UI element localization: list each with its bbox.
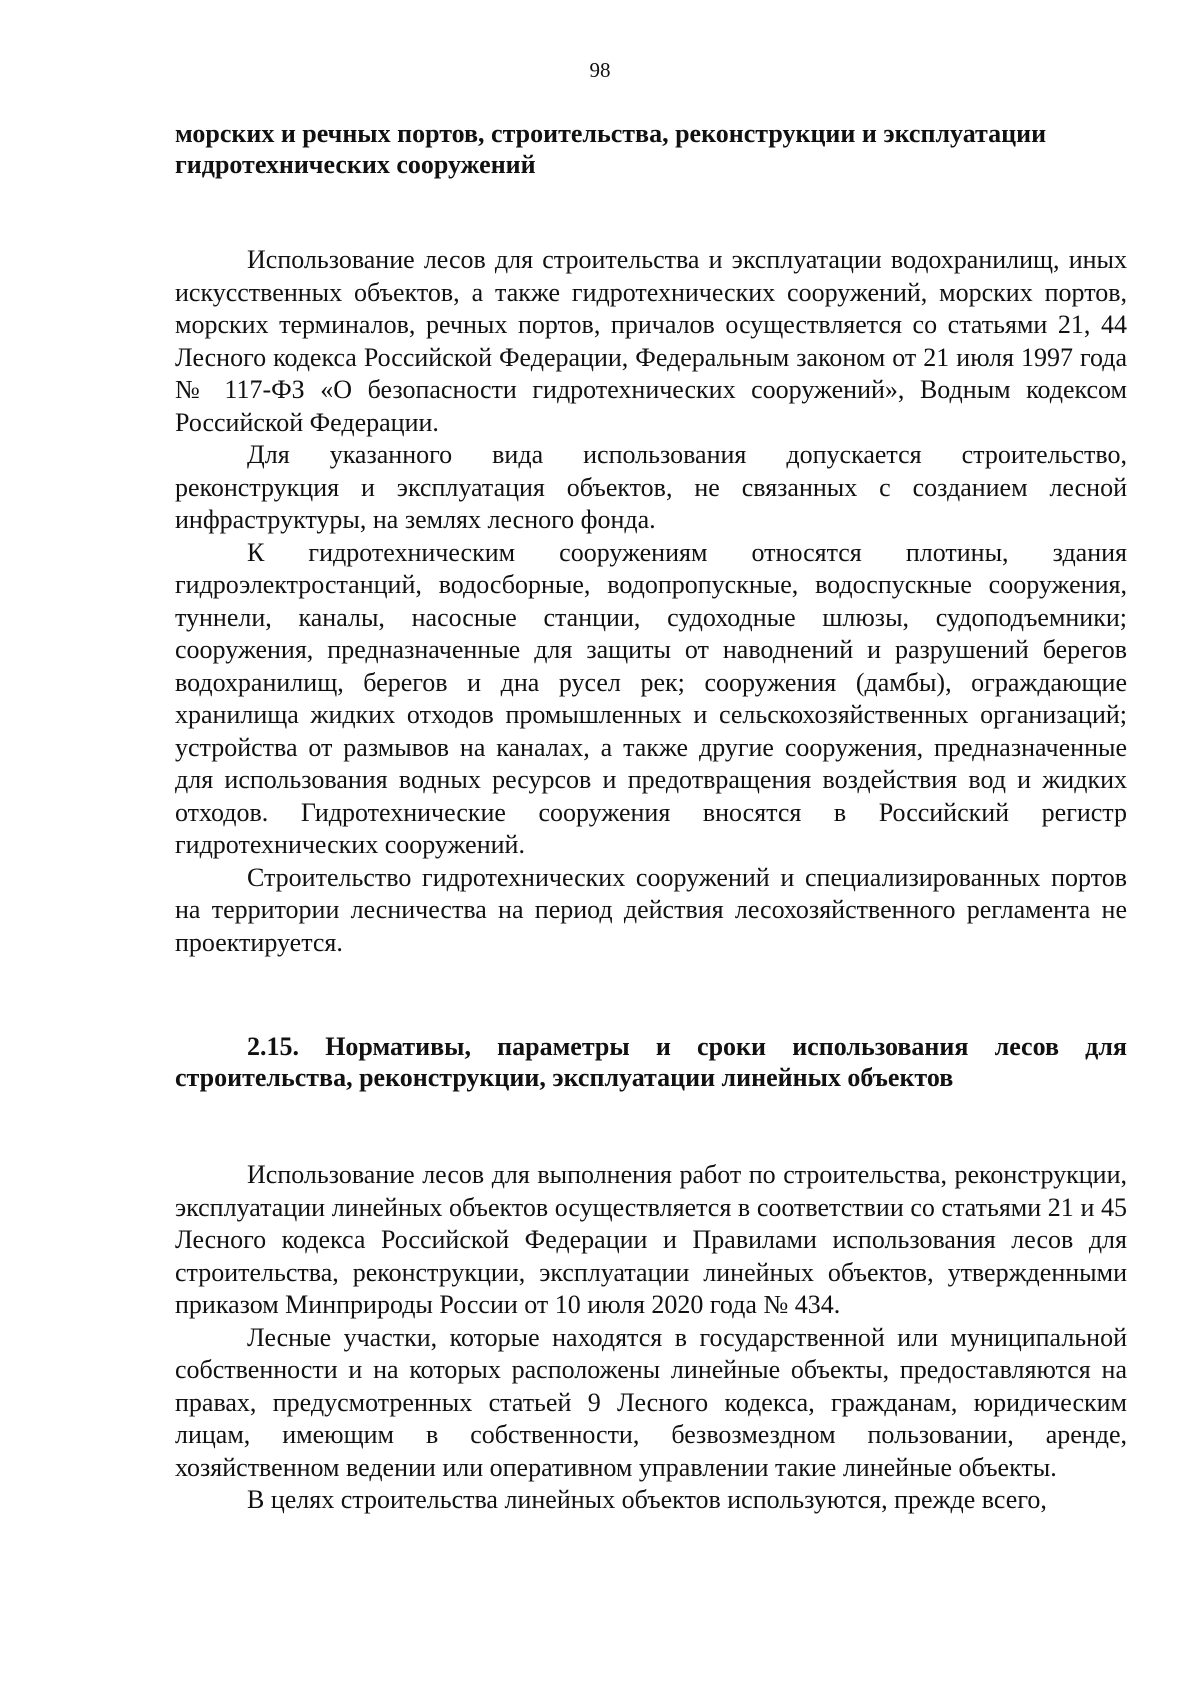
paragraph: В целях строительства линейных объектов используются, прежде всего,	[247, 1485, 1047, 1514]
paragraph: Использование лесов для строительства и эксплуатации водохранилищ, иных искусственных объектов, а также гидротехнических сооружений, морских портов, морских терминалов, речных портов, причалов осуществляется со статьями 21, 44 Лесного кодекса Российской Федерации, Федеральным законом от 21 июля 1997 года № 117-ФЗ «О безопасности гидротехнических сооружений», Водным кодексом Российской Федерации.	[175, 245, 1127, 437]
section-1-body	[175, 244, 1127, 959]
section-heading-continued: морских и речных портов, строительства, реконструкции и эксплуатации гидротехнических сооружений	[175, 119, 1047, 179]
page-number: 98	[589, 58, 611, 82]
paragraph: Для указанного вида использования допускается строительство, реконструкция и эксплуатация объектов, не связанных с созданием лесной инфраструктуры, на землях лесного фонда.	[175, 440, 1127, 534]
page-content	[175, 118, 1127, 1517]
paragraph: Лесные участки, которые находятся в государственной или муниципальной собственности и на которых расположены линейные объекты, предоставляются на правах, предусмотренных статьей 9 Лесного кодекса, гражданам, юридическим лицам, имеющим в собственности, безвозмездном пользовании, аренде, хозяйственном ведении или оперативном управлении такие линейные объекты.	[175, 1322, 1127, 1482]
paragraph: К гидротехническим сооружениям относятся плотины, здания гидроэлектростанций, водосборные, водопропускные, водоспускные сооружения, туннели, каналы, насосные станции, судоходные шлюзы, судоподъемники; сооружения, предназначенные для защиты от наводнений и разрушений берегов водохранилищ, берегов и дна русел рек; сооружения (дамбы), ограждающие хранилища жидких отходов промышленных и сельскохозяйственных организаций; устройства от размывов на каналах, а также другие сооружения, предназначенные для использования водных ресурсов и предотвращения воздействия вод и жидких отходов. Гидротехнические сооружения вносятся в Российский регистр гидротехнических сооружений.	[175, 537, 1127, 859]
paragraph: Строительство гидротехнических сооружений и специализированных портов на территории лесничества на период действия лесохозяйственного регламента не проектируется.	[175, 862, 1127, 957]
section-2-body	[175, 1159, 1127, 1517]
paragraph: Использование лесов для выполнения работ по строительства, реконструкции, эксплуатации линейных объектов осуществляется в соответствии со статьями 21 и 45 Лесного кодекса Российской Федерации и Правилами использования лесов для строительства, реконструкции, эксплуатации линейных объектов, утвержденными приказом Минприроды России от 10 июля 2020 года № 434.	[175, 1160, 1127, 1319]
section-2-heading: 2.15. Нормативы, параметры и сроки использования лесов для строительства, реконструкции, эксплуатации линейных объектов	[175, 1032, 1127, 1092]
